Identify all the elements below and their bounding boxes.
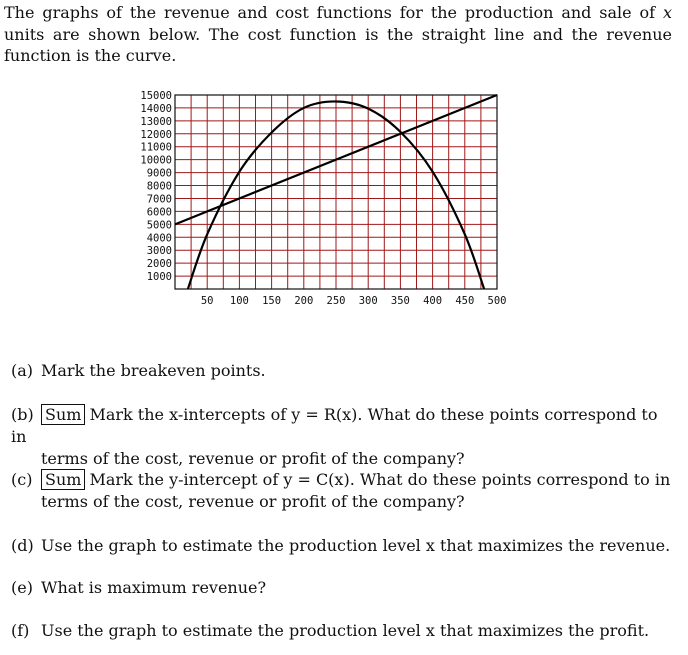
- question-text: Use the graph to estimate the production level x that maximizes the profit.: [41, 621, 650, 640]
- question-text: Use the graph to estimate the production level x that maximizes the revenue.: [41, 536, 671, 555]
- question-f: [11, 620, 673, 642]
- x-tick-label: 400: [423, 295, 443, 307]
- x-tick-label: 300: [358, 295, 378, 307]
- question-c: [11, 469, 673, 513]
- x-tick-label: 500: [487, 295, 507, 307]
- question-d: [11, 535, 673, 557]
- y-tick-label: 14000: [140, 102, 172, 115]
- y-tick-label: 9000: [146, 167, 172, 180]
- x-tick-label: 100: [229, 295, 249, 307]
- question-a: [11, 360, 673, 382]
- question-label: (d): [11, 536, 34, 555]
- y-tick-label: 6000: [146, 206, 172, 219]
- question-text: Mark the x-intercepts of y = R(x). What do these points correspond to in: [11, 405, 658, 446]
- question-text: Mark the y-intercept of y = C(x). What do these points correspond to in: [89, 470, 671, 489]
- y-tick-label: 2000: [146, 258, 172, 271]
- y-tick-label: 4000: [146, 232, 172, 245]
- y-tick-label: 7000: [146, 193, 172, 206]
- intro-text-1: The graphs of the revenue and cost functions for the production and sale of: [4, 3, 663, 22]
- question-text-continued: terms of the cost, revenue or profit of the company?: [41, 492, 465, 511]
- question-text-continued: terms of the cost, revenue or profit of the company?: [41, 449, 465, 468]
- intro-variable: x: [662, 3, 672, 22]
- sum-badge: Sum: [41, 469, 85, 490]
- x-tick-label: 450: [455, 295, 475, 307]
- question-b: [11, 404, 673, 470]
- question-text: What is maximum revenue?: [41, 578, 267, 597]
- x-tick-label: 200: [294, 295, 314, 307]
- x-tick-label: 150: [262, 295, 282, 307]
- y-tick-label: 8000: [146, 180, 172, 193]
- x-tick-label: 350: [390, 295, 410, 307]
- y-axis-ticks: [140, 90, 172, 283]
- question-e: [11, 577, 673, 599]
- intro-text-2: units are shown below. The cost function is the straight line and the revenue function is the curve.: [4, 24, 672, 65]
- question-label: (a): [11, 361, 34, 380]
- question-label: (b): [11, 405, 34, 424]
- revenue-cost-chart: [120, 86, 520, 311]
- problem-intro: [4, 2, 672, 67]
- question-text: Mark the breakeven points.: [41, 361, 266, 380]
- y-tick-label: 11000: [140, 141, 172, 154]
- y-tick-label: 1000: [146, 271, 172, 284]
- sum-badge: Sum: [41, 404, 85, 425]
- question-label: (e): [11, 578, 33, 597]
- y-tick-label: 5000: [146, 219, 172, 232]
- question-label: (f): [11, 621, 30, 640]
- x-axis-ticks: [201, 295, 507, 307]
- y-tick-label: 13000: [140, 115, 172, 128]
- y-tick-label: 10000: [140, 154, 172, 167]
- question-label: (c): [11, 470, 33, 489]
- y-tick-label: 15000: [140, 90, 172, 102]
- y-tick-label: 3000: [146, 245, 172, 258]
- x-tick-label: 50: [200, 295, 214, 307]
- y-tick-label: 12000: [140, 128, 172, 141]
- x-tick-label: 250: [326, 295, 346, 307]
- chart-grid: [175, 95, 497, 289]
